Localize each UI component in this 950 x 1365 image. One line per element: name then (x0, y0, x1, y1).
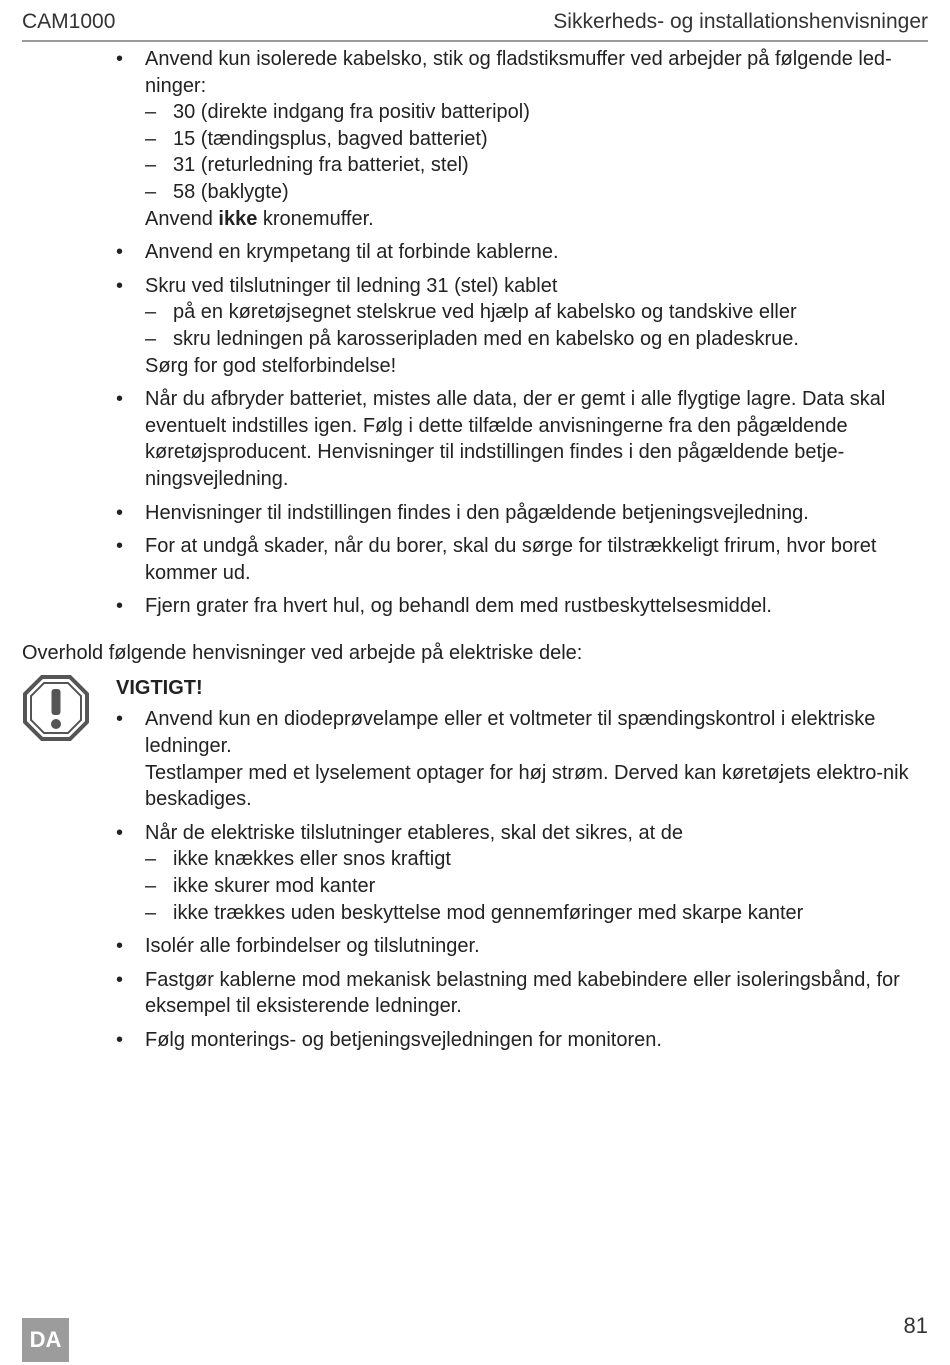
sub-item: – ikke skurer mod kanter (145, 873, 928, 900)
product-name: CAM1000 (22, 10, 116, 33)
note-text: Anvend (145, 207, 219, 230)
list-item (0, 706, 950, 812)
page-header (22, 8, 928, 42)
list-item (0, 46, 950, 232)
sub-item: – ikke trækkes uden beskyttelse mod gennemføringer med skarpe kanter (145, 900, 928, 927)
note-emphasis: ikke (218, 207, 258, 230)
page-content (0, 46, 950, 1061)
warning-block (0, 674, 950, 1053)
list-item-text: • Anvend kun en diodeprøvelampe eller et voltmeter til spændingskontrol i elektriske ledninger. (145, 708, 876, 758)
section-intro: Overhold følgende henvisninger ved arbejde på elektriske dele: (22, 641, 583, 664)
list-item (0, 820, 950, 926)
language-badge: DA (22, 1318, 69, 1362)
sub-item: – 58 (baklygte) (145, 179, 928, 206)
sub-item: – skru ledningen på karosseripladen med en kabelsko og en pladeskrue. (145, 326, 928, 353)
section-title: Sikkerheds- og installationshenvisninger (553, 10, 928, 33)
page-number: 81 (903, 1313, 928, 1338)
list-item: • Fastgør kablerne mod mekanisk belastning med kabebindere eller isoleringsbånd, for eksempel til eksisterende ledninger. (0, 967, 950, 1020)
list-item: • Fjern grater fra hvert hul, og behandl dem med rustbeskyttelsesmiddel. (0, 593, 950, 620)
list-item-text: • Anvend kun isolerede kabelsko, stik og fladstiksmuffer ved arbejder på følgende led-ninger: (145, 48, 892, 97)
list-item: • Følg monterings- og betjeningsvejledningen for monitoren. (0, 1027, 950, 1054)
list-item-note: Testlamper med et lyselement optager for høj strøm. Derved kan køretøjets elektro-nik beskadiges. (145, 761, 909, 811)
list-item-text: • Når de elektriske tilslutninger etableres, skal det sikres, at de (145, 821, 684, 844)
list-item-note (145, 206, 928, 233)
list-item: • For at undgå skader, når du borer, skal du sørge for tilstrækkeligt frirum, hvor boret kommer ud. (0, 533, 950, 586)
list-item: • Anvend en krympetang til at forbinde kablerne. (0, 239, 950, 266)
sub-item: – ikke knækkes eller snos kraftigt (145, 846, 928, 873)
list-item-text: • Skru ved tilslutninger til ledning 31 (stel) kablet (145, 274, 558, 297)
sub-item: – 31 (returledning fra batteriet, stel) (145, 152, 928, 179)
warning-title: VIGTIGT! (116, 677, 203, 700)
list-item-note: Sørg for god stelforbindelse! (145, 354, 397, 377)
list-item (0, 273, 950, 379)
list-item: • Når du afbryder batteriet, mistes alle data, der er gemt i alle flygtige lagre. Data skal eventuelt indstilles igen. Følg i dette tilfælde anvisningerne fra den pågældende køretøjsproducent. Henvisninger til indstillingen findes i den pågældende betje-ningsvejledning. (0, 386, 950, 492)
sub-item: – 30 (direkte indgang fra positiv batteripol) (145, 99, 928, 126)
sub-item: – på en køretøjsegnet stelskrue ved hjælp af kabelsko og tandskive eller (145, 299, 928, 326)
list-item: • Henvisninger til indstillingen findes i den pågældende betjeningsvejledning. (0, 500, 950, 527)
note-text: kronemuffer. (257, 207, 374, 230)
list-item: • Isolér alle forbindelser og tilslutninger. (0, 933, 950, 960)
sub-item: – 15 (tændingsplus, bagved batteriet) (145, 126, 928, 153)
